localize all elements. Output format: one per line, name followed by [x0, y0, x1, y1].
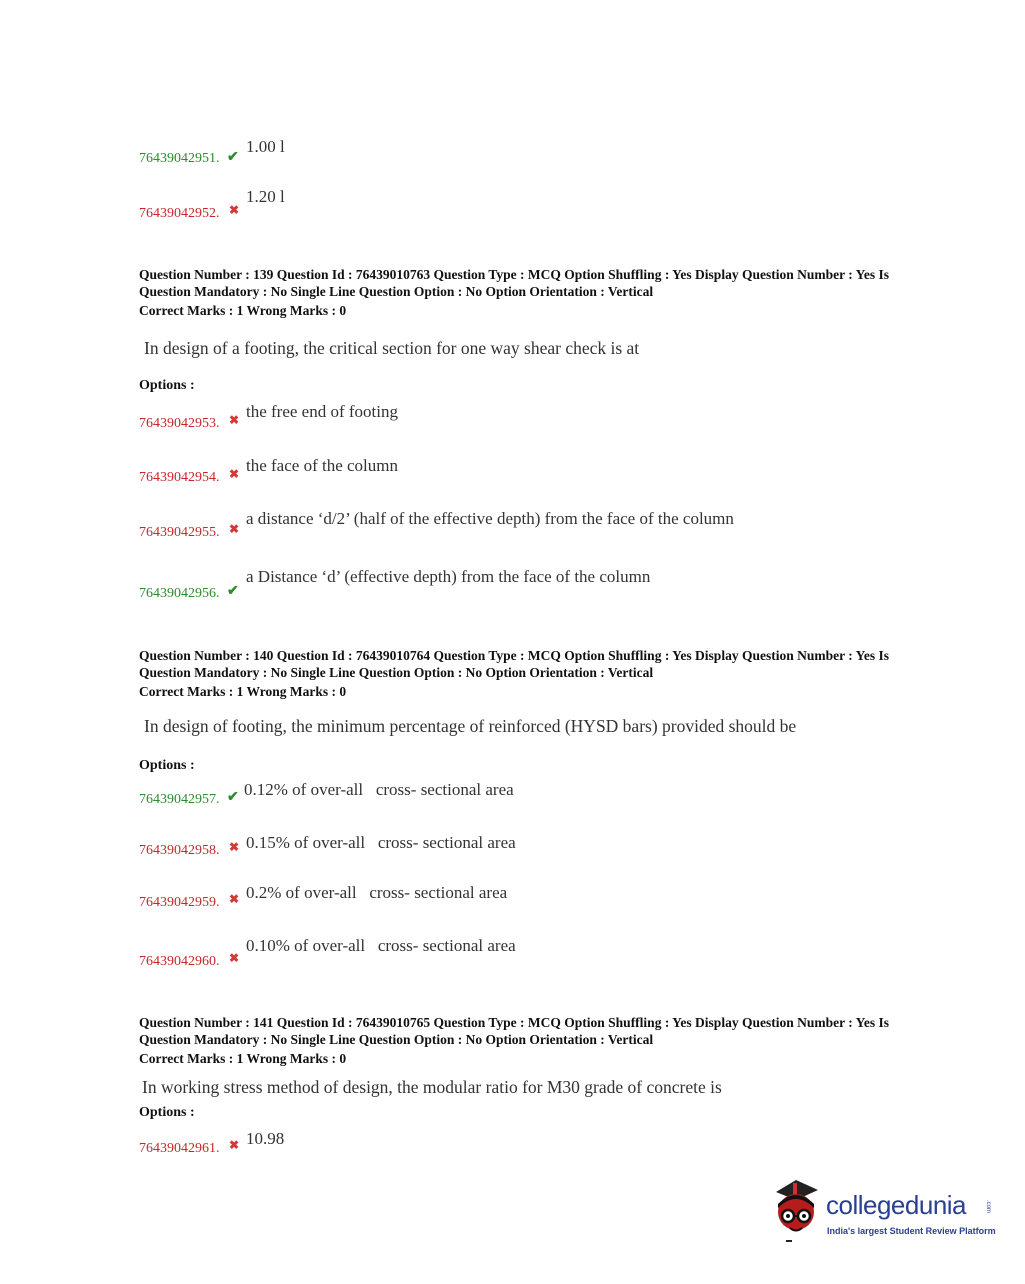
wrong-cross-icon: ✖ — [229, 522, 240, 536]
option-text: a Distance ‘d’ (effective depth) from the face of the column — [246, 567, 651, 586]
option-id: 76439042961. — [139, 1141, 220, 1156]
wrong-cross-icon: ✖ — [229, 413, 240, 427]
option-id: 76439042955. — [139, 525, 220, 540]
option-text: the free end of footing — [246, 402, 398, 421]
option-text: 0.2% of over-all cross- sectional area — [246, 883, 508, 902]
option-id: 76439042957. — [139, 792, 220, 807]
option-text: 1.20 l — [246, 187, 285, 206]
option-text: 10.98 — [246, 1129, 285, 1148]
option-text: a distance ‘d/2’ (half of the effective depth) from the face of the column — [246, 509, 734, 528]
question-meta: Question Number : 140 Question Id : 76439010764 Question Type : MCQ Option Shuffling : Yes Display Question Number : Yes Is Question Mandatory : No Single Line Question Option : No Option Orientation : Vertical — [139, 648, 889, 680]
option-text: 0.15% of over-all cross- sectional area — [246, 833, 516, 852]
options-label: Options : — [139, 758, 195, 773]
option-text: 0.12% of over-all cross- sectional area — [244, 780, 514, 799]
wrong-cross-icon: ✖ — [229, 203, 240, 217]
option-text: 1.00 l — [246, 137, 285, 156]
question-meta: Question Number : 141 Question Id : 76439010765 Question Type : MCQ Option Shuffling : Yes Display Question Number : Yes Is Question Mandatory : No Single Line Question Option : No Option Orientation : Vertical — [139, 1015, 889, 1047]
question-marks: Correct Marks : 1 Wrong Marks : 0 — [139, 684, 347, 699]
option-id: 76439042958. — [139, 843, 220, 858]
options-label: Options : — [139, 1105, 195, 1120]
question-marks: Correct Marks : 1 Wrong Marks : 0 — [139, 303, 347, 318]
option-text: the face of the column — [246, 456, 398, 475]
option-id: 76439042959. — [139, 895, 220, 910]
options-label: Options : — [139, 378, 195, 393]
wrong-cross-icon: ✖ — [229, 892, 240, 906]
wrong-cross-icon: ✖ — [229, 467, 240, 481]
option-id: 76439042952. — [139, 206, 220, 221]
option-id: 76439042953. — [139, 416, 220, 431]
question-marks: Correct Marks : 1 Wrong Marks : 0 — [139, 1051, 347, 1066]
correct-check-icon: ✔ — [227, 790, 239, 805]
logo-suffix: .com — [985, 1200, 991, 1214]
option-text: 0.10% of over-all cross- sectional area — [246, 936, 516, 955]
correct-check-icon: ✔ — [227, 584, 239, 599]
collegedunia-logo[interactable] — [766, 1178, 996, 1248]
option-id: 76439042956. — [139, 586, 220, 601]
option-id: 76439042954. — [139, 470, 220, 485]
mascot-icon — [766, 1178, 826, 1248]
question-meta: Question Number : 139 Question Id : 76439010763 Question Type : MCQ Option Shuffling : Yes Display Question Number : Yes Is Question Mandatory : No Single Line Question Option : No Option Orientation : Vertical — [139, 267, 889, 299]
wrong-cross-icon: ✖ — [229, 840, 240, 854]
logo-tagline: India's largest Student Review Platform — [827, 1226, 996, 1236]
question-text: In working stress method of design, the modular ratio for M30 grade of concrete is — [142, 1077, 722, 1097]
correct-check-icon: ✔ — [227, 150, 239, 165]
question-text: In design of footing, the minimum percentage of reinforced (HYSD bars) provided should be — [144, 716, 797, 736]
logo-name: collegedunia — [826, 1190, 967, 1220]
option-id: 76439042951. — [139, 151, 220, 166]
wrong-cross-icon: ✖ — [229, 951, 240, 965]
wrong-cross-icon: ✖ — [229, 1138, 240, 1152]
option-id: 76439042960. — [139, 954, 220, 969]
question-text: In design of a footing, the critical section for one way shear check is at — [144, 338, 640, 358]
